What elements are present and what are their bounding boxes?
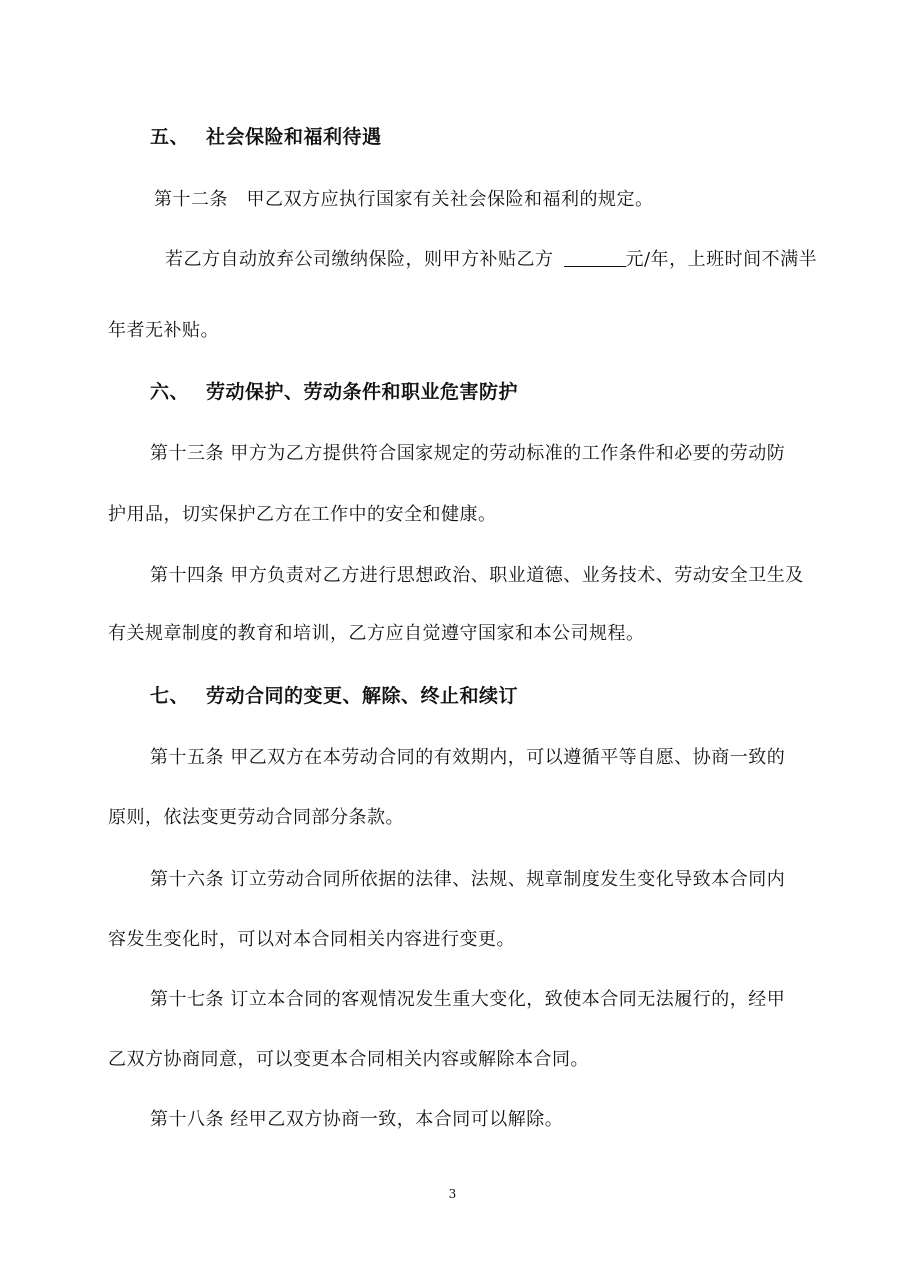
article-14-line-1: 第十四条 甲方负责对乙方进行思想政治、职业道德、业务技术、劳动安全卫生及 — [150, 565, 804, 586]
section-number: 五、 — [150, 126, 190, 148]
section-title: 劳动合同的变更、解除、终止和续订 — [206, 685, 519, 707]
article-12-line-2 — [165, 248, 817, 272]
section-heading-6 — [150, 380, 518, 404]
article-17-line-2: 乙双方协商同意，可以变更本合同相关内容或解除本合同。 — [108, 1049, 589, 1070]
article-12-line-3: 年者无补贴。 — [108, 320, 219, 341]
article-14-line-2: 有关规章制度的教育和培训，乙方应自觉遵守国家和本公司规程。 — [108, 623, 645, 644]
subsidy-amount-blank — [564, 248, 626, 267]
section-number: 七、 — [150, 685, 190, 707]
article-12-line-2-after: 元/年，上班时间不满半 — [625, 249, 818, 270]
article-16-line-2: 容发生变化时，可以对本合同相关内容进行变更。 — [108, 929, 515, 950]
article-15-line-2: 原则，依法变更劳动合同部分条款。 — [108, 807, 404, 828]
article-13-line-1: 第十三条 甲方为乙方提供符合国家规定的劳动标准的工作条件和必要的劳动防 — [150, 443, 786, 464]
article-15-line-1: 第十五条 甲乙双方在本劳动合同的有效期内，可以遵循平等自愿、协商一致的 — [150, 747, 786, 768]
section-number: 六、 — [150, 381, 190, 403]
section-heading-7 — [150, 684, 518, 708]
page-number: 3 — [448, 1187, 457, 1201]
article-12-line-2-before: 若乙方自动放弃公司缴纳保险，则甲方补贴乙方 — [165, 249, 554, 270]
section-title: 劳动保护、劳动条件和职业危害防护 — [206, 381, 519, 403]
article-18-line-1: 第十八条 经甲乙双方协商一致，本合同可以解除。 — [150, 1109, 564, 1130]
section-title: 社会保险和福利待遇 — [206, 126, 382, 148]
article-12-line-1: 第十二条 甲乙双方应执行国家有关社会保险和福利的规定。 — [154, 189, 654, 210]
article-13-line-2: 护用品，切实保护乙方在工作中的安全和健康。 — [108, 504, 497, 525]
article-16-line-1: 第十六条 订立劳动合同所依据的法律、法规、规章制度发生变化导致本合同内 — [150, 869, 786, 890]
section-heading-5 — [150, 125, 382, 149]
article-17-line-1: 第十七条 订立本合同的客观情况发生重大变化，致使本合同无法履行的，经甲 — [150, 989, 786, 1010]
